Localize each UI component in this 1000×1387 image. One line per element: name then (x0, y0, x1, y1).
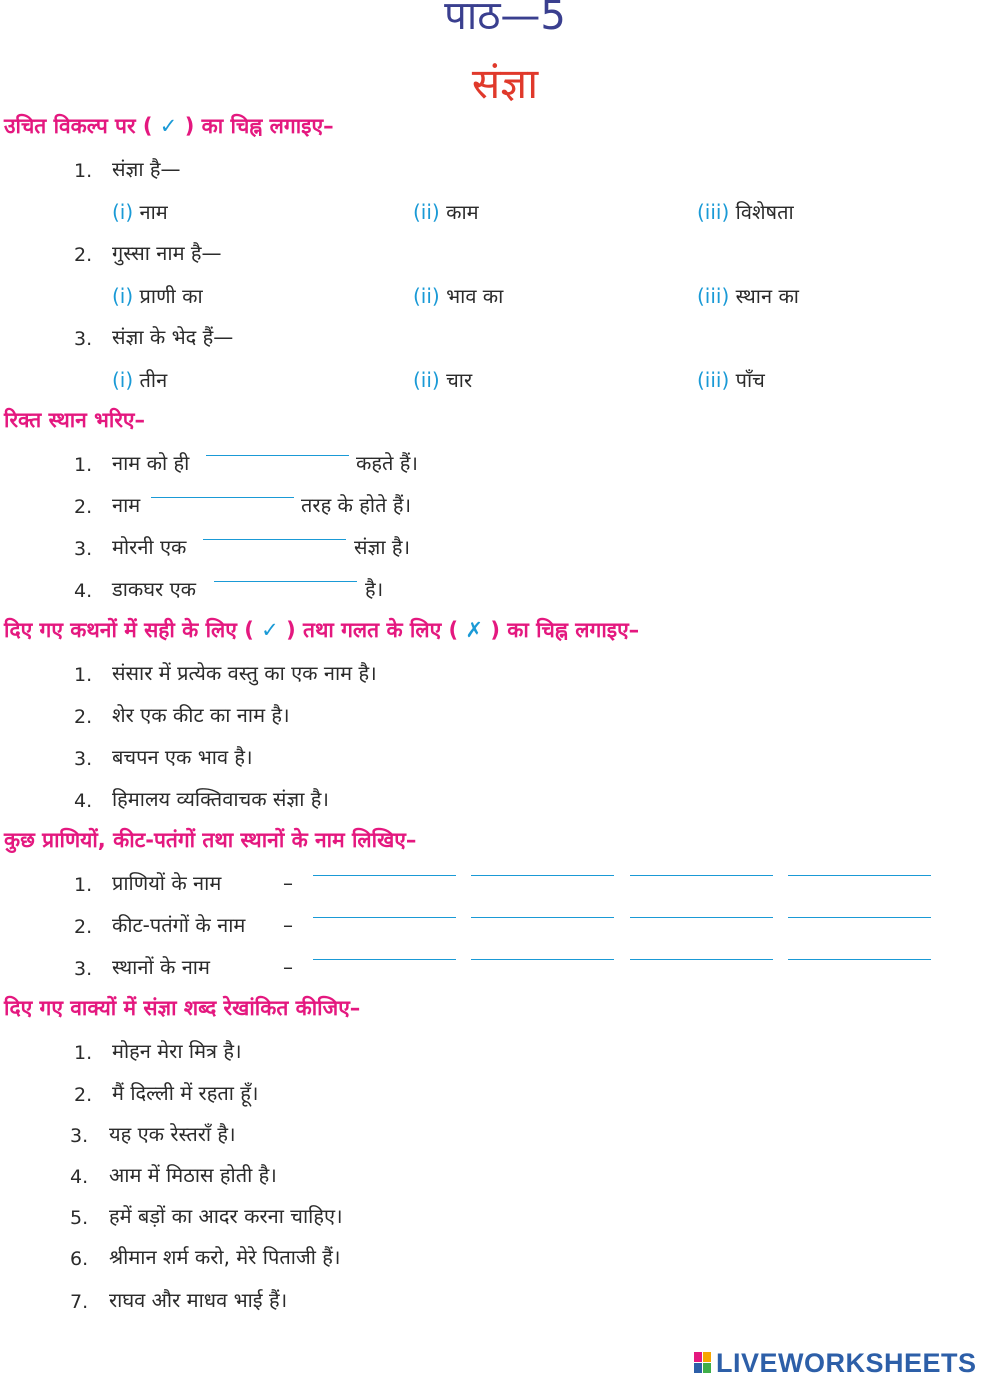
sentence-text[interactable]: मैं दिल्ली में रहता हूँ। (112, 1081, 259, 1105)
item-number: 3. (74, 538, 93, 560)
name-blank[interactable] (471, 875, 614, 876)
dash: – (283, 871, 293, 895)
section3-heading-a: दिए गए कथनों में सही के लिए ( (4, 618, 254, 642)
section3-heading (4, 616, 639, 644)
sentence-text[interactable]: हमें बड़ों का आदर करना चाहिए। (109, 1204, 343, 1228)
sentence-text[interactable]: राघव और माधव भाई हैं। (109, 1288, 288, 1312)
option-label: (iii) (697, 284, 730, 308)
statement-text[interactable]: बचपन एक भाव है। (112, 745, 253, 769)
logo-square (694, 1363, 702, 1373)
section5-heading: दिए गए वाक्यों में संज्ञा शब्द रेखांकित कीजिए– (4, 996, 361, 1020)
option-text: चार (446, 368, 473, 392)
sentence-text[interactable]: श्रीमान शर्म करो, मेरे पिताजी हैं। (109, 1245, 341, 1269)
name-blank[interactable] (630, 917, 773, 918)
option[interactable] (112, 367, 167, 393)
item-number: 4. (74, 790, 93, 812)
option[interactable] (112, 283, 203, 309)
option[interactable] (697, 367, 765, 393)
fill-blank[interactable] (214, 581, 357, 582)
section1-heading (4, 112, 334, 140)
item-number: 2. (74, 496, 93, 518)
option-text: विशेषता (735, 200, 794, 224)
dash: – (283, 913, 293, 937)
logo-square (703, 1352, 711, 1362)
fill-blank[interactable] (206, 455, 349, 456)
item-number: 3. (70, 1125, 89, 1147)
item-number: 6. (70, 1248, 89, 1270)
option[interactable] (413, 367, 472, 393)
item-number: 1. (74, 1042, 93, 1064)
checkmark-icon: ✓ (159, 114, 178, 138)
option[interactable] (112, 199, 168, 225)
item-number: 7. (70, 1291, 89, 1313)
sentence-text[interactable]: मोहन मेरा मित्र है। (112, 1039, 242, 1063)
liveworksheets-logo-icon (694, 1352, 712, 1374)
section2-heading: रिक्त स्थान भरिए– (4, 408, 146, 432)
name-blank[interactable] (788, 959, 931, 960)
name-blank[interactable] (788, 875, 931, 876)
option-text: काम (446, 200, 479, 224)
name-blank[interactable] (471, 917, 614, 918)
option-label: (iii) (697, 200, 730, 224)
fill-before: नाम (112, 493, 141, 517)
question-number: 1. (74, 160, 93, 182)
name-blank[interactable] (788, 917, 931, 918)
option-text: भाव का (446, 284, 504, 308)
option-text: तीन (139, 368, 168, 392)
item-number: 3. (74, 748, 93, 770)
section1-heading-post: ) का चिह्न लगाइए– (184, 114, 334, 138)
option-text: प्राणी का (139, 284, 203, 308)
item-number: 1. (74, 874, 93, 896)
option-label: (iii) (697, 368, 730, 392)
fill-blank[interactable] (151, 497, 294, 498)
option[interactable] (697, 199, 794, 225)
question-text: संज्ञा के भेद हैं— (112, 325, 234, 349)
section4-heading: कुछ प्राणियों, कीट-पतंगों तथा स्थानों के नाम लिखिए– (4, 828, 417, 852)
fill-after: संज्ञा है। (354, 535, 411, 559)
item-number: 1. (74, 454, 93, 476)
fill-after: कहते हैं। (356, 451, 418, 475)
option-text: नाम (139, 200, 168, 224)
name-blank[interactable] (630, 875, 773, 876)
option-label: (ii) (413, 200, 440, 224)
section1-heading-pre: उचित विकल्प पर ( (4, 114, 153, 138)
item-number: 1. (74, 664, 93, 686)
option-text: स्थान का (735, 284, 799, 308)
name-category-label: प्राणियों के नाम (112, 871, 222, 895)
question-number: 3. (74, 328, 93, 350)
option-label: (ii) (413, 284, 440, 308)
option[interactable] (697, 283, 799, 309)
cross-icon: ✗ (465, 618, 484, 642)
item-number: 5. (70, 1207, 89, 1229)
item-number: 2. (74, 1084, 93, 1106)
statement-text[interactable]: संसार में प्रत्येक वस्तु का एक नाम है। (112, 661, 377, 685)
option-label: (ii) (413, 368, 440, 392)
name-blank[interactable] (313, 959, 456, 960)
option-text: पाँच (735, 368, 765, 392)
liveworksheets-logo[interactable]: LIVEWORKSHEETS (716, 1348, 977, 1378)
option-label: (i) (112, 284, 134, 308)
item-number: 4. (70, 1166, 89, 1188)
item-number: 2. (74, 706, 93, 728)
checkmark-icon: ✓ (261, 618, 279, 642)
dash: – (283, 955, 293, 979)
name-blank[interactable] (471, 959, 614, 960)
statement-text[interactable]: हिमालय व्यक्तिवाचक संज्ञा है। (112, 787, 329, 811)
item-number: 3. (74, 958, 93, 980)
fill-blank[interactable] (203, 539, 346, 540)
statement-text[interactable]: शेर एक कीट का नाम है। (112, 703, 290, 727)
question-number: 2. (74, 244, 93, 266)
question-text: संज्ञा है— (112, 157, 181, 181)
section3-heading-c: ) का चिह्न लगाइए– (490, 618, 640, 642)
option[interactable] (413, 283, 503, 309)
page-title: संज्ञा (471, 59, 539, 108)
item-number: 4. (74, 580, 93, 602)
sentence-text[interactable]: आम में मिठास होती है। (109, 1163, 277, 1187)
name-blank[interactable] (630, 959, 773, 960)
fill-after: है। (365, 577, 384, 601)
option-label: (i) (112, 200, 134, 224)
sentence-text[interactable]: यह एक रेस्तराँ है। (109, 1122, 236, 1146)
lesson-number: पाठ—5 (444, 0, 566, 39)
name-category-label: कीट-पतंगों के नाम (112, 913, 246, 937)
option[interactable] (413, 199, 479, 225)
fill-before: डाकघर एक (112, 577, 197, 601)
fill-after: तरह के होते हैं। (301, 493, 412, 517)
option-label: (i) (112, 368, 134, 392)
fill-before: नाम को ही (112, 451, 190, 475)
item-number: 2. (74, 916, 93, 938)
name-blank[interactable] (313, 875, 456, 876)
name-blank[interactable] (313, 917, 456, 918)
name-category-label: स्थानों के नाम (112, 955, 210, 979)
section3-heading-b: ) तथा गलत के लिए ( (286, 618, 459, 642)
fill-before: मोरनी एक (112, 535, 187, 559)
question-text: गुस्सा नाम है— (112, 241, 222, 265)
logo-square (694, 1352, 702, 1362)
logo-square (703, 1363, 711, 1373)
